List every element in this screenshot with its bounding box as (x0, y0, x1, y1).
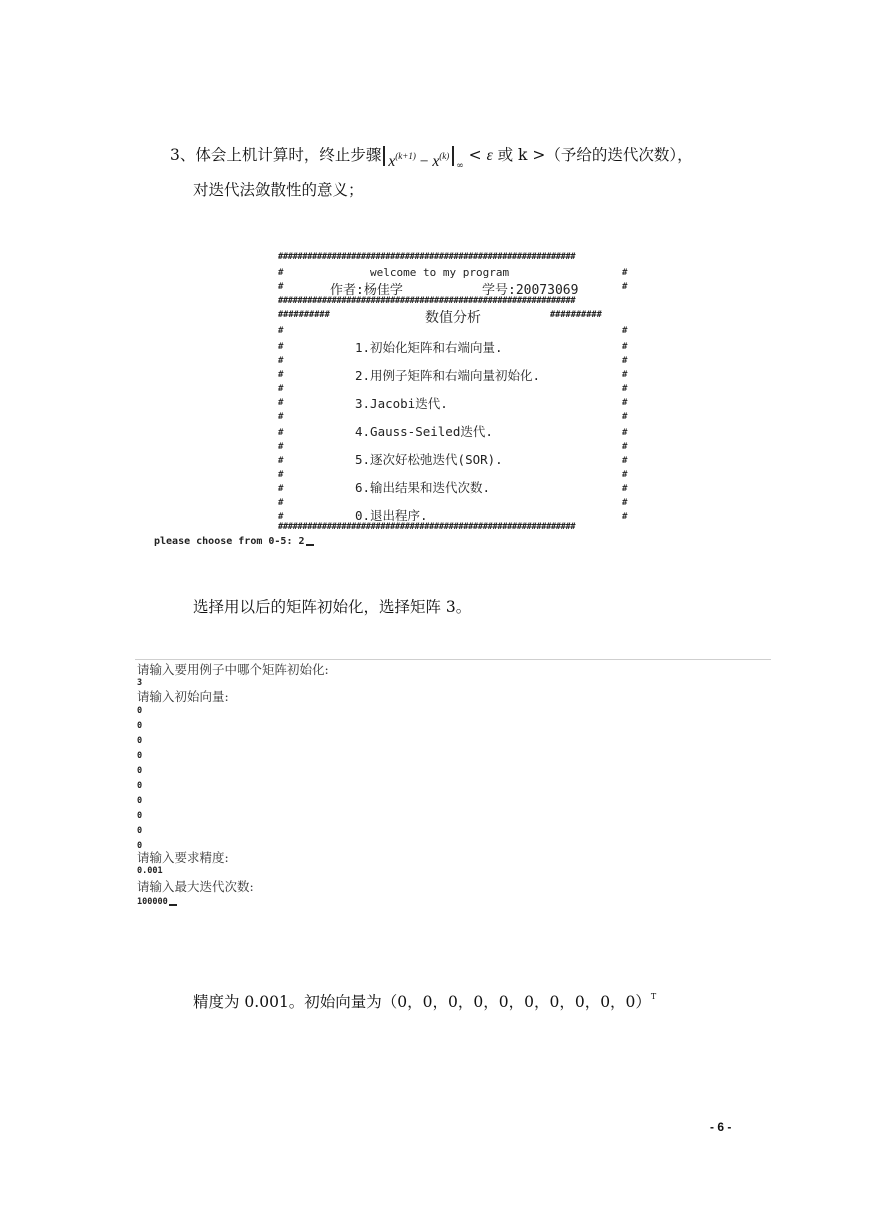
welcome-text: welcome to my program (370, 266, 510, 279)
zero-value: 0 (137, 751, 143, 761)
menu-item-2: 2.用例子矩阵和右端向量初始化. (355, 368, 541, 383)
prompt-text: please choose from 0-5: 2 (154, 536, 305, 547)
prompt-precision: 请输入要求精度: (137, 850, 229, 865)
zero-value: 0 (137, 706, 143, 716)
sup-k-plus-1: (k+1) (395, 151, 416, 161)
cursor (306, 544, 314, 546)
hash-edge-left: # (278, 412, 284, 422)
menu-item-1: 1.初始化矩阵和右端向量. (355, 340, 503, 355)
caption-2 (193, 990, 656, 1012)
zero-value: 0 (137, 736, 143, 746)
hash-border-bottom: ############################################################# (278, 522, 576, 532)
hash-edge-right: # (622, 498, 628, 508)
hash-edge-left: # (278, 456, 284, 466)
caption-2-text: 精度为 0.001。初始向量为（0，0，0，0，0，0，0，0，0，0） (193, 993, 651, 1011)
hash-edge-right: # (622, 282, 628, 292)
hash-edge-right: # (622, 484, 628, 494)
item3-line2: 对迭代法敛散性的意义； (193, 181, 364, 199)
less-than: < (463, 146, 487, 164)
menu-item-4: 4.Gauss-Seiled迭代. (355, 424, 493, 439)
answer-precision: 0.001 (137, 866, 163, 876)
zero-value: 0 (137, 826, 143, 836)
hash-edge-left: # (278, 384, 284, 394)
hash-edge-left: # (278, 498, 284, 508)
item3-prefix: 3、体会上机计算时，终止步骤 (170, 146, 382, 164)
hash-edge-left: # (278, 370, 284, 380)
hash-edge-left: # (278, 356, 284, 366)
hash-edge-left: # (278, 282, 284, 292)
hash-edge-left: # (278, 398, 284, 408)
x-var-2: x (432, 153, 440, 170)
hash-edge-left: # (278, 342, 284, 352)
zero-value: 0 (137, 811, 143, 821)
author-text: 作者:杨佳学 (330, 283, 403, 298)
zero-value: 0 (137, 766, 143, 776)
title-right-hashes: ########## (550, 310, 602, 320)
item3-suffix: 或 k >（予给的迭代次数）， (492, 146, 693, 164)
cursor (169, 904, 177, 906)
item3-line1 (170, 143, 693, 171)
zero-value: 0 (137, 781, 143, 791)
zero-value: 0 (137, 841, 143, 851)
minus-sign: − (415, 153, 433, 170)
transpose-superscript: T (650, 992, 657, 1001)
hash-edge-right: # (622, 326, 628, 336)
hash-edge-right: # (622, 268, 628, 278)
page-number: - 6 - (710, 1120, 732, 1134)
title-left-hashes: ########## (278, 310, 330, 320)
zero-value: 0 (137, 796, 143, 806)
console-prompt (154, 536, 314, 547)
max-iterations-value: 100000 (137, 897, 168, 907)
menu-item-5: 5.逐次好松弛迭代(SOR). (355, 452, 503, 467)
sup-k: (k) (439, 151, 450, 161)
hash-border-mid: ############################################################# (278, 296, 576, 306)
console-input-screenshot (135, 658, 771, 928)
hash-edge-left: # (278, 428, 284, 438)
answer-max-iterations (137, 897, 177, 907)
norm-expression (383, 146, 454, 170)
hash-edge-right: # (622, 398, 628, 408)
hash-edge-left: # (278, 442, 284, 452)
prompt-initial-vector: 请输入初始向量: (137, 689, 229, 704)
menu-item-3: 3.Jacobi迭代. (355, 396, 448, 411)
menu-title: 数值分析 (425, 310, 481, 326)
prompt-matrix: 请输入要用例子中哪个矩阵初始化: (137, 662, 329, 677)
hash-edge-right: # (622, 456, 628, 466)
hash-edge-left: # (278, 512, 284, 522)
hash-edge-left: # (278, 470, 284, 480)
prompt-max-iterations: 请输入最大迭代次数: (137, 879, 254, 894)
hash-edge-right: # (622, 412, 628, 422)
menu-item-0: 0.退出程序. (355, 508, 428, 523)
hash-edge-right: # (622, 512, 628, 522)
hash-edge-right: # (622, 384, 628, 394)
zero-value: 0 (137, 721, 143, 731)
answer-matrix: 3 (137, 678, 143, 688)
hash-edge-right: # (622, 342, 628, 352)
infinity-subscript: ∞ (456, 161, 464, 171)
student-id-text: 学号:20073069 (482, 283, 579, 298)
menu-item-6: 6.输出结果和迭代次数. (355, 480, 491, 495)
caption-1: 选择用以后的矩阵初始化，选择矩阵 3。 (193, 598, 472, 616)
hash-edge-left: # (278, 484, 284, 494)
hash-edge-left: # (278, 268, 284, 278)
hash-edge-left: # (278, 326, 284, 336)
console-menu-screenshot (150, 248, 636, 552)
hash-edge-right: # (622, 470, 628, 480)
hash-edge-right: # (622, 428, 628, 438)
hash-edge-right: # (622, 356, 628, 366)
epsilon: ε (486, 147, 493, 164)
x-var: x (388, 153, 396, 170)
hash-border-top: ############################################################# (278, 252, 576, 262)
hash-edge-right: # (622, 370, 628, 380)
hash-edge-right: # (622, 442, 628, 452)
